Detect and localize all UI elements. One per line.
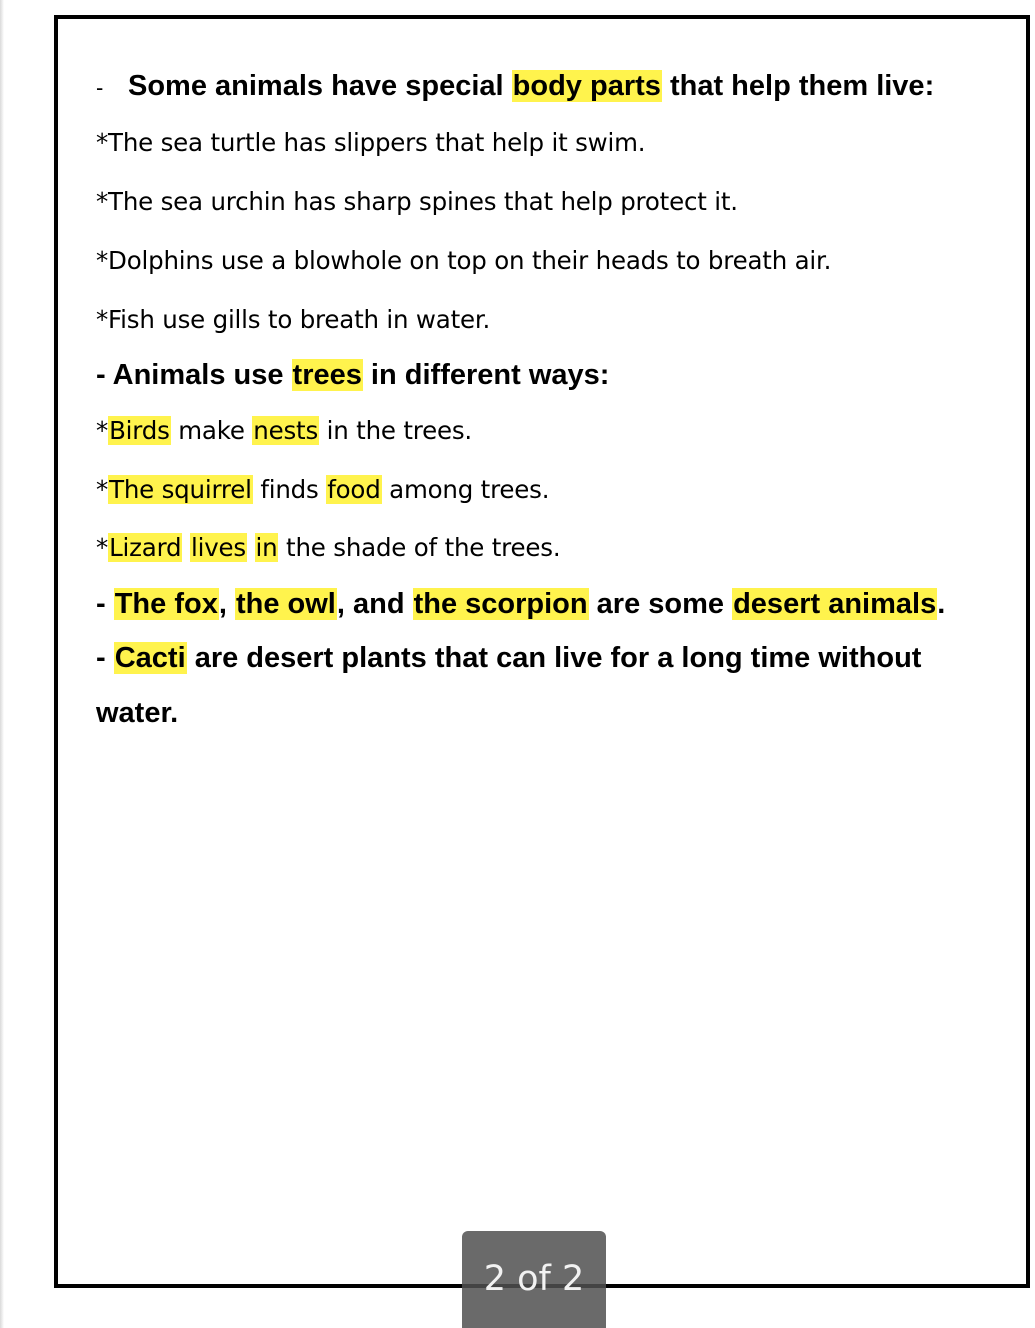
text-segment: -	[96, 642, 114, 674]
text-segment: .	[937, 588, 946, 620]
highlighted-text: in	[255, 533, 278, 562]
highlighted-text: desert animals	[733, 588, 937, 620]
heading-line	[96, 588, 945, 621]
text-segment: -	[96, 588, 114, 620]
text-segment: in different ways:	[362, 359, 610, 391]
text-segment: are some	[588, 588, 733, 620]
text-segment: - Animals use	[96, 359, 292, 391]
text-segment: , and	[336, 588, 413, 620]
text-segment: finds	[252, 475, 327, 504]
text-segment: among trees.	[381, 475, 550, 504]
bullet-line	[96, 128, 645, 157]
text-segment: ,	[218, 588, 235, 620]
text-segment: *	[96, 416, 109, 445]
highlighted-text: Birds	[109, 416, 170, 445]
highlighted-text: The fox	[114, 588, 218, 620]
text-segment	[182, 533, 190, 562]
left-edge-shadow	[0, 0, 4, 1328]
bullet-line	[96, 246, 831, 275]
heading-line	[96, 642, 921, 675]
text-segment: *Dolphins use a blowhole on top on their heads to breath air.	[96, 246, 832, 275]
text-segment: that help them live:	[661, 70, 935, 102]
bullet-line	[96, 533, 560, 562]
highlighted-text: Cacti	[114, 642, 186, 674]
highlighted-text: trees	[292, 359, 362, 391]
highlighted-text: the owl	[235, 588, 336, 620]
highlighted-text: Lizard	[109, 533, 182, 562]
highlighted-text: nests	[253, 416, 319, 445]
text-segment: *	[96, 533, 109, 562]
text-segment	[247, 533, 255, 562]
page-indicator	[462, 1231, 606, 1328]
highlighted-text: lives	[190, 533, 246, 562]
bullet-line	[96, 187, 738, 216]
highlighted-text: body parts	[512, 70, 661, 102]
bullet-line	[96, 475, 549, 504]
text-segment: the shade of the trees.	[278, 533, 561, 562]
highlighted-text: The squirrel	[109, 475, 252, 504]
text-segment: *The sea urchin has sharp spines that help protect it.	[96, 187, 738, 216]
text-segment: *The sea turtle has slippers that help it swim.	[96, 128, 646, 157]
text-segment: water.	[96, 697, 179, 729]
highlighted-text: the scorpion	[413, 588, 588, 620]
text-segment: in the trees.	[319, 416, 472, 445]
heading-line	[96, 359, 609, 392]
bullet-line	[96, 305, 490, 334]
text-segment: *Fish use gills to breath in water.	[96, 305, 491, 334]
text-segment: *	[96, 475, 109, 504]
page-indicator-text: 2 of 2	[483, 1259, 585, 1299]
heading-line	[96, 70, 934, 103]
bullet-line	[96, 416, 472, 445]
text-segment: make	[170, 416, 253, 445]
text-segment: Some animals have special	[128, 70, 512, 102]
heading-line	[96, 697, 178, 730]
text-segment: are desert plants that can live for a long time without	[186, 642, 922, 674]
text-segment: -	[96, 75, 104, 100]
highlighted-text: food	[327, 475, 381, 504]
